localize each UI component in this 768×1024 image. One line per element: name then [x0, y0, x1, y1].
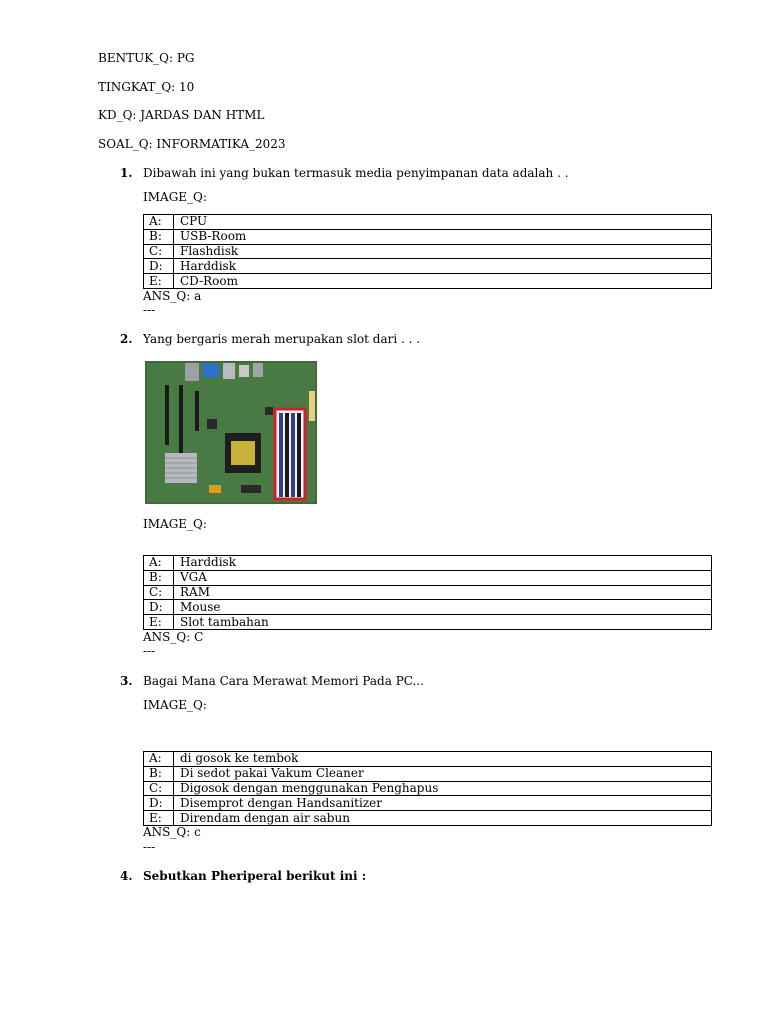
question-2-separator: --- [143, 644, 156, 658]
option-letter: A: [144, 215, 174, 230]
question-3-image-label: IMAGE_Q: [143, 698, 207, 712]
option-letter: B: [144, 766, 174, 781]
option-letter: C: [144, 244, 174, 259]
header-kd: KD_Q: JARDAS DAN HTML [98, 108, 265, 122]
option-row [144, 615, 712, 630]
option-text: Di sedot pakai Vakum Cleaner [174, 766, 712, 781]
option-row [144, 556, 712, 571]
question-3-separator: --- [143, 840, 156, 854]
option-row [144, 585, 712, 600]
question-1-separator: --- [143, 303, 156, 317]
question-4-number: 4. [120, 869, 133, 883]
option-text: di gosok ke tembok [174, 752, 712, 767]
question-1-number: 1. [120, 166, 133, 180]
motherboard-image [145, 361, 317, 504]
option-letter: E: [144, 615, 174, 630]
option-text: Direndam dengan air sabun [174, 811, 712, 826]
question-4-text: Sebutkan Pheriperal berikut ini : [143, 869, 367, 883]
question-2-options [143, 555, 712, 630]
option-row [144, 752, 712, 767]
option-text: USB-Room [174, 229, 712, 244]
option-row [144, 244, 712, 259]
option-text: Flashdisk [174, 244, 712, 259]
option-text: RAM [174, 585, 712, 600]
option-letter: A: [144, 556, 174, 571]
option-row [144, 781, 712, 796]
question-2-answer: ANS_Q: C [143, 630, 204, 644]
question-2-image-label: IMAGE_Q: [143, 517, 207, 531]
option-row [144, 215, 712, 230]
question-1-text: Dibawah ini yang bukan termasuk media penyimpanan data adalah . . [143, 166, 569, 180]
option-text: CD-Room [174, 274, 712, 289]
option-letter: D: [144, 600, 174, 615]
option-text: VGA [174, 570, 712, 585]
option-letter: E: [144, 274, 174, 289]
header-bentuk: BENTUK_Q: PG [98, 51, 195, 65]
option-row [144, 274, 712, 289]
option-letter: D: [144, 259, 174, 274]
question-2-number: 2. [120, 332, 133, 346]
question-3-options [143, 751, 712, 826]
option-row [144, 229, 712, 244]
option-row [144, 600, 712, 615]
option-text: Mouse [174, 600, 712, 615]
question-3-text: Bagai Mana Cara Merawat Memori Pada PC... [143, 674, 424, 688]
question-1-image-label: IMAGE_Q: [143, 190, 207, 204]
option-letter: C: [144, 585, 174, 600]
option-letter: D: [144, 796, 174, 811]
question-3-answer: ANS_Q: c [143, 825, 201, 839]
option-text: Slot tambahan [174, 615, 712, 630]
option-text: Digosok dengan menggunakan Penghapus [174, 781, 712, 796]
option-row [144, 766, 712, 781]
option-text: Harddisk [174, 556, 712, 571]
option-row [144, 259, 712, 274]
option-text: CPU [174, 215, 712, 230]
option-text: Disemprot dengan Handsanitizer [174, 796, 712, 811]
option-letter: C: [144, 781, 174, 796]
question-3-number: 3. [120, 674, 133, 688]
question-2-text: Yang bergaris merah merupakan slot dari . . . [143, 332, 421, 346]
header-soal: SOAL_Q: INFORMATIKA_2023 [98, 137, 286, 151]
option-row [144, 811, 712, 826]
question-1-answer: ANS_Q: a [143, 289, 202, 303]
header-tingkat: TINGKAT_Q: 10 [98, 80, 195, 94]
option-letter: A: [144, 752, 174, 767]
option-letter: E: [144, 811, 174, 826]
option-row [144, 570, 712, 585]
question-1-options [143, 214, 712, 289]
option-letter: B: [144, 229, 174, 244]
option-letter: B: [144, 570, 174, 585]
option-text: Harddisk [174, 259, 712, 274]
option-row [144, 796, 712, 811]
